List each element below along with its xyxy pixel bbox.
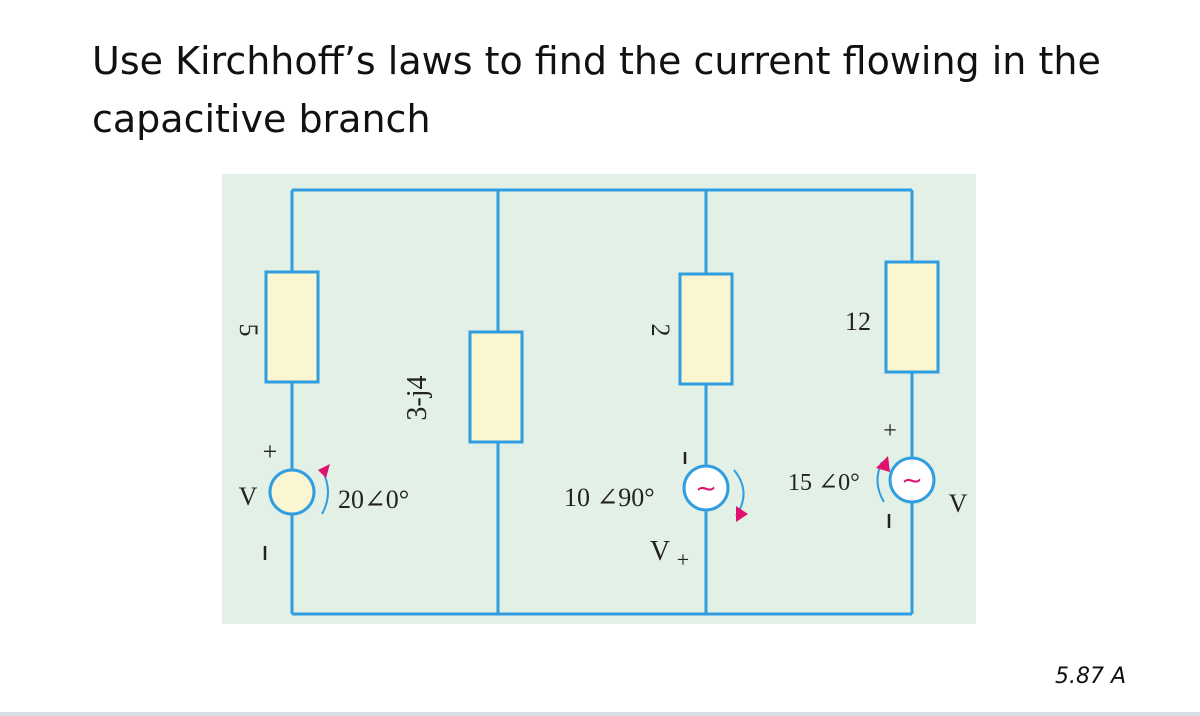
source-3-name: V [948, 489, 968, 518]
resistor-5 [266, 272, 318, 382]
source-2-value: 10 ∠90° [564, 483, 655, 512]
source-3-value: 15 ∠0° [788, 470, 860, 496]
question-line-2: capacitive branch [92, 97, 431, 141]
source-3-plus-sign: + [883, 418, 897, 444]
resistor-2 [680, 274, 732, 384]
answer-text: 5.87 A [1054, 664, 1126, 689]
label-impedance-3-j4: 3-j4 [402, 375, 433, 421]
source-1-name: V [238, 482, 258, 511]
question-line-1: Use Kirchhoff’s laws to find the current flowing in the [92, 39, 1101, 83]
label-resistor-12: 12 [845, 307, 871, 336]
label-resistor-5: 5 [234, 323, 263, 337]
source-3-ac-icon: ∼ [901, 466, 923, 496]
source-2-name: V [649, 536, 671, 567]
bottom-divider [0, 712, 1200, 716]
source-2-plus-sign: + [676, 547, 690, 572]
source-1-plus-sign: + [262, 437, 278, 466]
source-1-value: 20∠0° [338, 485, 410, 514]
impedance-3-j4 [470, 332, 522, 442]
voltage-source-1 [270, 470, 314, 514]
circuit-background [222, 174, 976, 624]
source-2-ac-icon: ∼ [695, 474, 717, 504]
label-resistor-2: 2 [646, 323, 675, 337]
resistor-12 [886, 262, 938, 372]
